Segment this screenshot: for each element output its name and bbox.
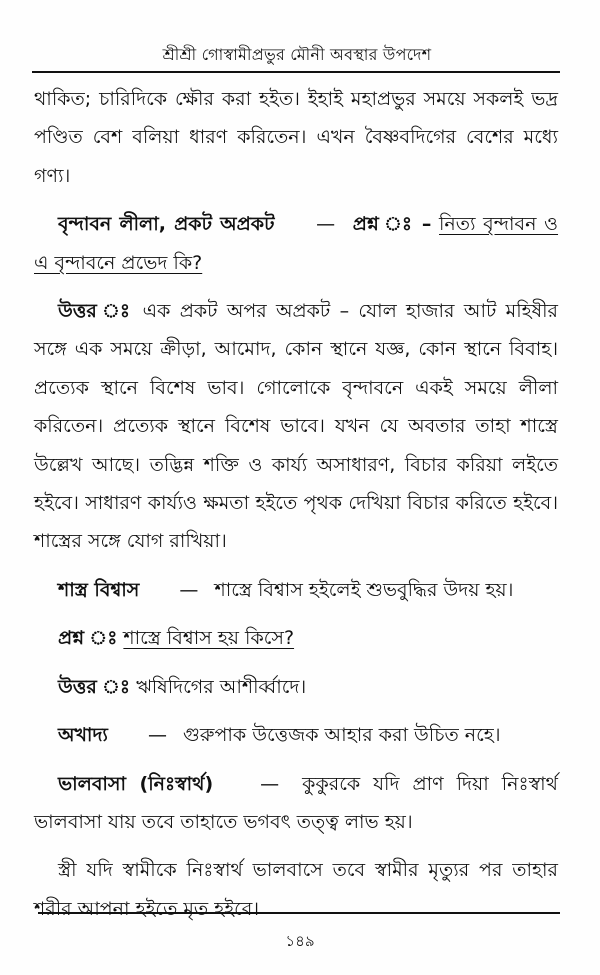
topic-text: গুরুপাক উত্তেজক আহার করা উচিত নহে। [183, 724, 501, 747]
paragraph-shastra-vishvas [34, 571, 558, 609]
topic-heading: বৃন্দাবন লীলা, প্রকট অপ্রকট [58, 213, 275, 236]
paragraph-final: স্ত্রী যদি স্বামীকে নিঃস্বার্থ ভালবাসে তবে স্বামীর মৃত্যুর পর তাহার শরীর আপনা হইতে মৃত হইবে। [34, 859, 558, 920]
body-text [34, 80, 558, 928]
topic-text: শাস্ত্রে বিশ্বাস হইলেই শুভবুদ্ধির উদয় হয়। [214, 578, 514, 601]
paragraph-1: থাকিত; চারিদিকে ক্ষৌর করা হইত। ইহাই মহাপ্রভুর সময়ে সকলই ভদ্র পণ্ডিত বেশ বলিয়া ধারণ করিতেন। এখন বৈষ্ণবদিগের বেশের মধ্যে গণ্য। [34, 88, 558, 187]
question-text: শাস্ত্রে বিশ্বাস হয় কিসে? [123, 627, 295, 650]
em-dash: — [260, 772, 280, 795]
question-text: নিত্য বৃন্দাবন ও এ বৃন্দাবনে প্রভেদ কি? [34, 213, 559, 274]
running-head: শ্রীশ্রী গোস্বামীপ্রভুর মৌনী অবস্থার উপদেশ [162, 45, 432, 64]
question-label: প্রশ্ন ঃ [58, 627, 118, 650]
em-dash: — [316, 213, 336, 236]
answer-text: ঋষিদিগের আশীর্ব্বাদে। [136, 675, 307, 698]
answer-label: উত্তর ঃ [58, 675, 131, 698]
topic-text: কুকুরকে যদি প্রাণ দিয়া নিঃস্বার্থ ভালবাসা যায় তবে তাহাতে ভগবৎ তত্ত্ব লাভ হয়। [34, 772, 558, 833]
header-rule [32, 71, 560, 73]
paragraph-question-2 [34, 619, 558, 657]
paragraph-vrindavan-lila [34, 205, 558, 282]
question-label: প্রশ্ন ঃ – [352, 213, 432, 236]
topic-heading: ভালবাসা (নিঃস্বার্থ) [58, 772, 214, 795]
answer-text: এক প্রকট অপর অপ্রকট – যোল হাজার আট মহিষীর সঙ্গে এক সময়ে ক্রীড়া, আমোদ, কোন স্থানে যজ্ঞ, কোন স্থানে বিবাহ। প্রত্যেক স্থানে বিশেষ ভাব। গোলোকে বৃন্দাবনে একই সময়ে লীলা করিতেন। প্রত্যেক স্থানে বিশেষ ভাবে। যখন যে অবতার তাহা শাস্ত্রে উল্লেখ আছে। তদ্ভিন্ন শক্তি ও কার্য্য অসাধারণ, বিচার করিয়া লইতে হইবে। সাধারণ কার্য্যও ক্ষমতা হইতে পৃথক দেখিয়া বিচার করিতে হইবে। শাস্ত্রের সঙ্গে যোগ রাখিয়া। [34, 300, 558, 553]
paragraph-answer-2 [34, 668, 558, 706]
paragraph-bhalobasa [34, 765, 558, 842]
em-dash: — [179, 578, 199, 601]
answer-label: উত্তর ঃ [58, 300, 134, 323]
page-number: ১৪৯ [285, 932, 315, 950]
paragraph-akhadya [34, 716, 558, 754]
footer-rule [38, 912, 560, 914]
paragraph-answer-1 [34, 292, 558, 561]
em-dash: — [147, 724, 167, 747]
topic-heading: অখাদ্য [58, 724, 108, 747]
topic-heading: শাস্ত্র বিশ্বাস [58, 578, 140, 601]
